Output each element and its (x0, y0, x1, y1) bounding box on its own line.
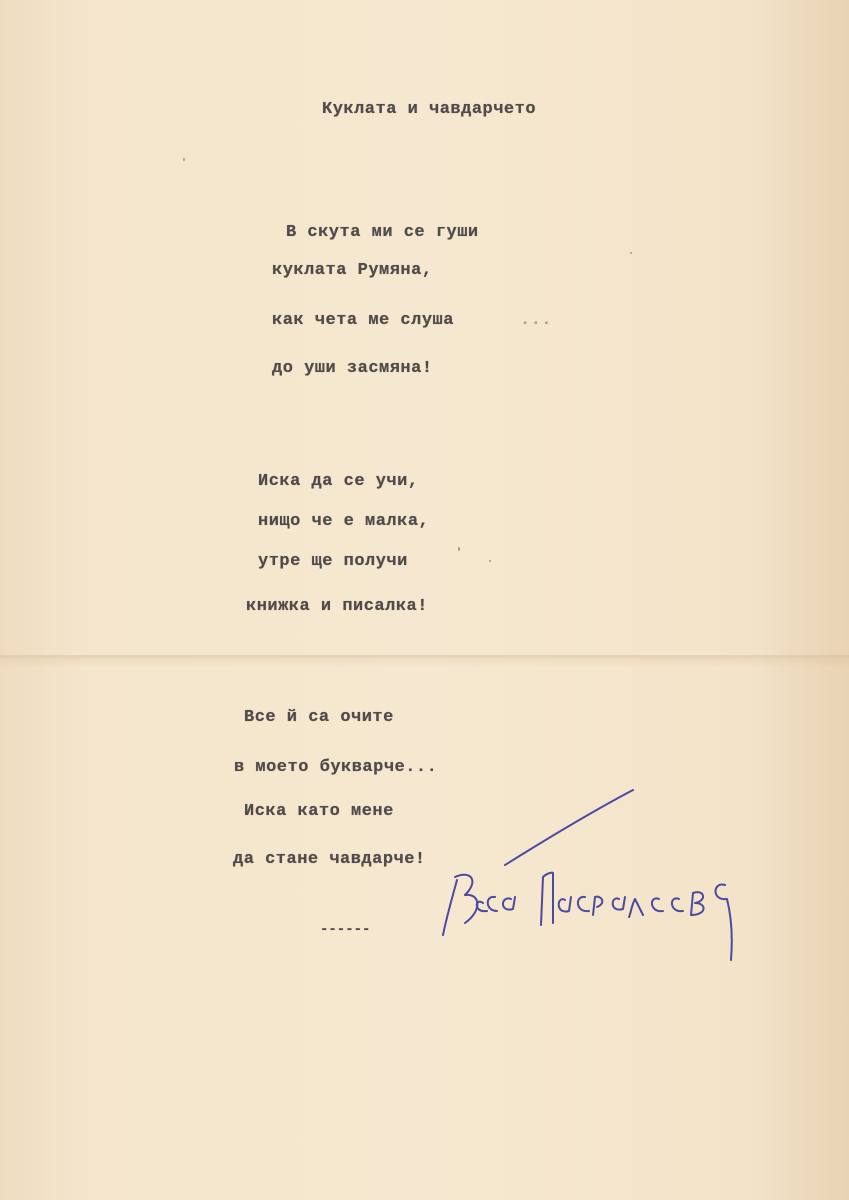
paper-speck (458, 547, 460, 551)
poem-line: Все й са очите (244, 708, 394, 727)
poem-line: утре ще получи (258, 552, 408, 571)
poem-line: Иска да се учи, (258, 472, 419, 491)
poem-line: да стане чавдарче! (233, 850, 426, 869)
poem-line: как чета ме слуша (272, 311, 454, 330)
poem-line: Иска като мене (244, 802, 394, 821)
paper-speck (489, 560, 491, 562)
handwritten-signature (435, 785, 755, 975)
paper-edge-tint (759, 0, 849, 1200)
poem-line: книжка и писалка! (246, 597, 428, 616)
paper-fold-shadow (0, 658, 849, 668)
poem-line: В скута ми се гуши (286, 223, 479, 242)
paper-speck (630, 252, 632, 254)
poem-line: до уши засмяна! (272, 359, 433, 378)
poem-title: Куклата и чавдарчето (322, 100, 537, 119)
poem-line: в моето букварче... (234, 758, 438, 777)
poem-line: нищо че е малка, (258, 512, 430, 531)
poem-line: куклата Румяна, (272, 261, 433, 280)
end-separator: ------ (320, 922, 371, 938)
paper-speck (183, 158, 185, 161)
stray-ellipsis: ... (520, 311, 553, 330)
